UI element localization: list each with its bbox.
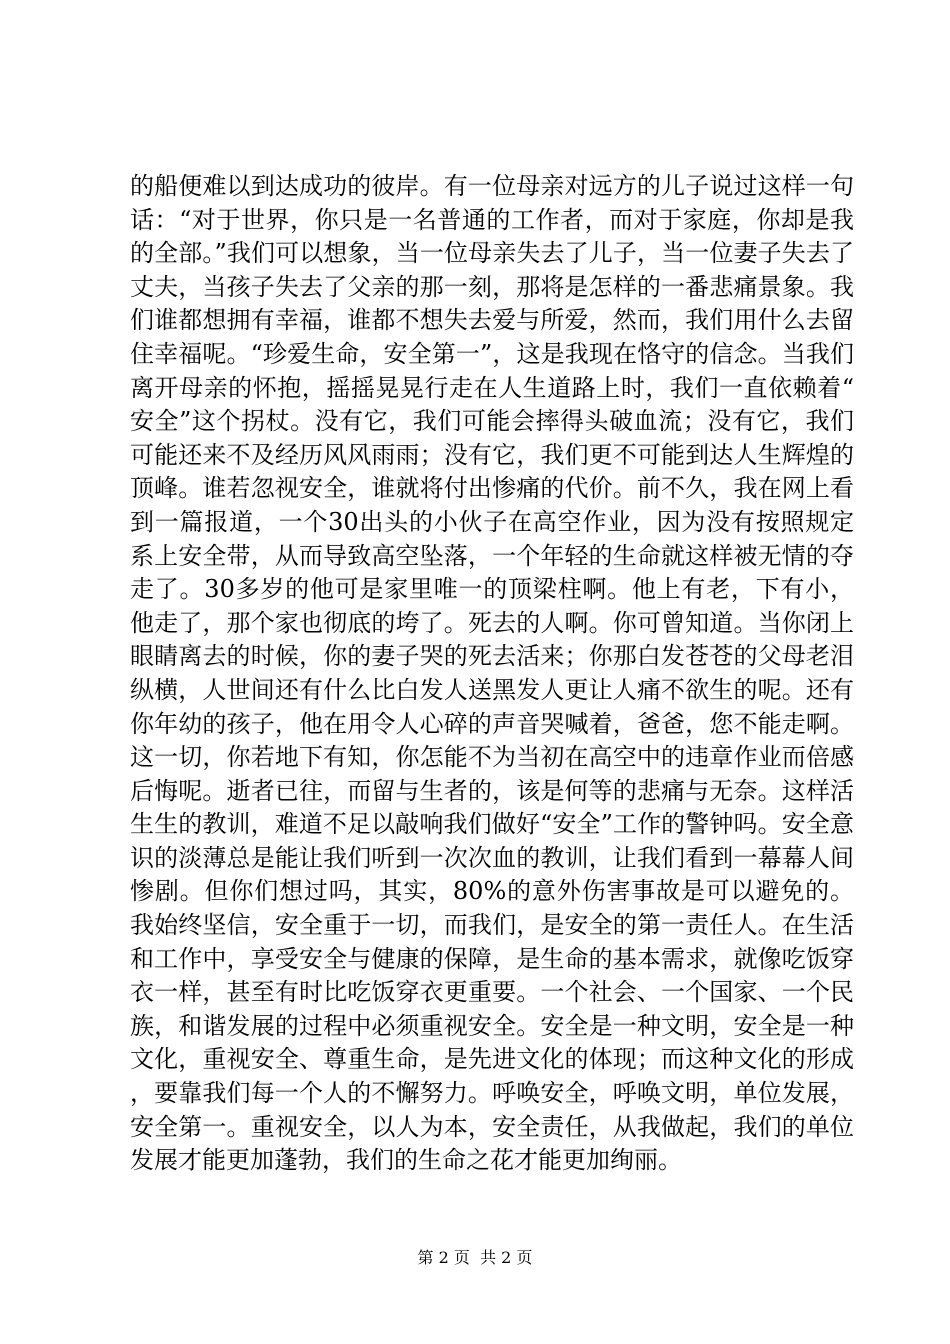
page-footer (0, 1245, 950, 1268)
page-number: 第 2 页 (417, 1248, 470, 1267)
body-paragraph: 的船便难以到达成功的彼岸。有一位母亲对远方的儿子说过这样一句话：“对于世界，你只是一名普通的工作者，而对于家庭，你却是我的全部。”我们可以想象，当一位母亲失去了儿子，当一位妻子失去了丈夫，当孩子失去了父亲的那一刻，那将是怎样的一番悲痛景象。我们谁都想拥有幸福，谁都不想失去爱与所爱，然而，我们用什么去留住幸福呢。“珍爱生命，安全第一”，这是我现在恪守的信念。当我们离开母亲的怀抱，摇摇晃晃行走在人生道路上时，我们一直依赖着“安全”这个拐杖。没有它，我们可能会摔得头破血流；没有它，我们可能还来不及经历风风雨雨；没有它，我们更不可能到达人生辉煌的顶峰。谁若忽视安全，谁就将付出惨痛的代价。前不久，我在网上看到一篇报道，一个30出头的小伙子在高空作业，因为没有按照规定系上安全带，从而导致高空坠落，一个年轻的生命就这样被无情的夺走了。30多岁的他可是家里唯一的顶梁柱啊。他上有老，下有小，他走了，那个家也彻底的垮了。死去的人啊。你可曾知道。当你闭上眼睛离去的时候，你的妻子哭的死去活来；你那白发苍苍的父母老泪纵横，人世间还有什么比白发人送黑发人更让人痛不欲生的呢。还有你年幼的孩子，他在用令人心碎的声音哭喊着，爸爸，您不能走啊。这一切，你若地下有知，你怎能不为当初在高空中的违章作业而倍感后悔呢。逝者已往，而留与生者的，该是何等的悲痛与无奈。这样活生生的教训，难道不足以敲响我们做好“安全”工作的警钟吗。安全意识的淡薄总是能让我们听到一次次血的教训，让我们看到一幕幕人间惨剧。但你们想过吗，其实，80%的意外伤害事故是可以避免的。我始终坚信，安全重于一切，而我们，是安全的第一责任人。在生活和工作中，享受安全与健康的保障，是生命的基本需求，就像吃饭穿衣一样，甚至有时比吃饭穿衣更重要。一个社会、一个国家、一个民族，和谐发展的过程中必须重视安全。安全是一种文明，安全是一种文化，重视安全、尊重生命，是先进文化的体现；而这种文化的形成，要靠我们每一个人的不懈努力。呼唤安全，呼唤文明，单位发展，安全第一。重视安全，以人为本，安全责任，从我做起，我们的单位发展才能更加蓬勃，我们的生命之花才能更加绚丽。 (130, 172, 854, 1175)
footer-gap (470, 1248, 480, 1267)
page-total: 共 2 页 (480, 1248, 533, 1267)
